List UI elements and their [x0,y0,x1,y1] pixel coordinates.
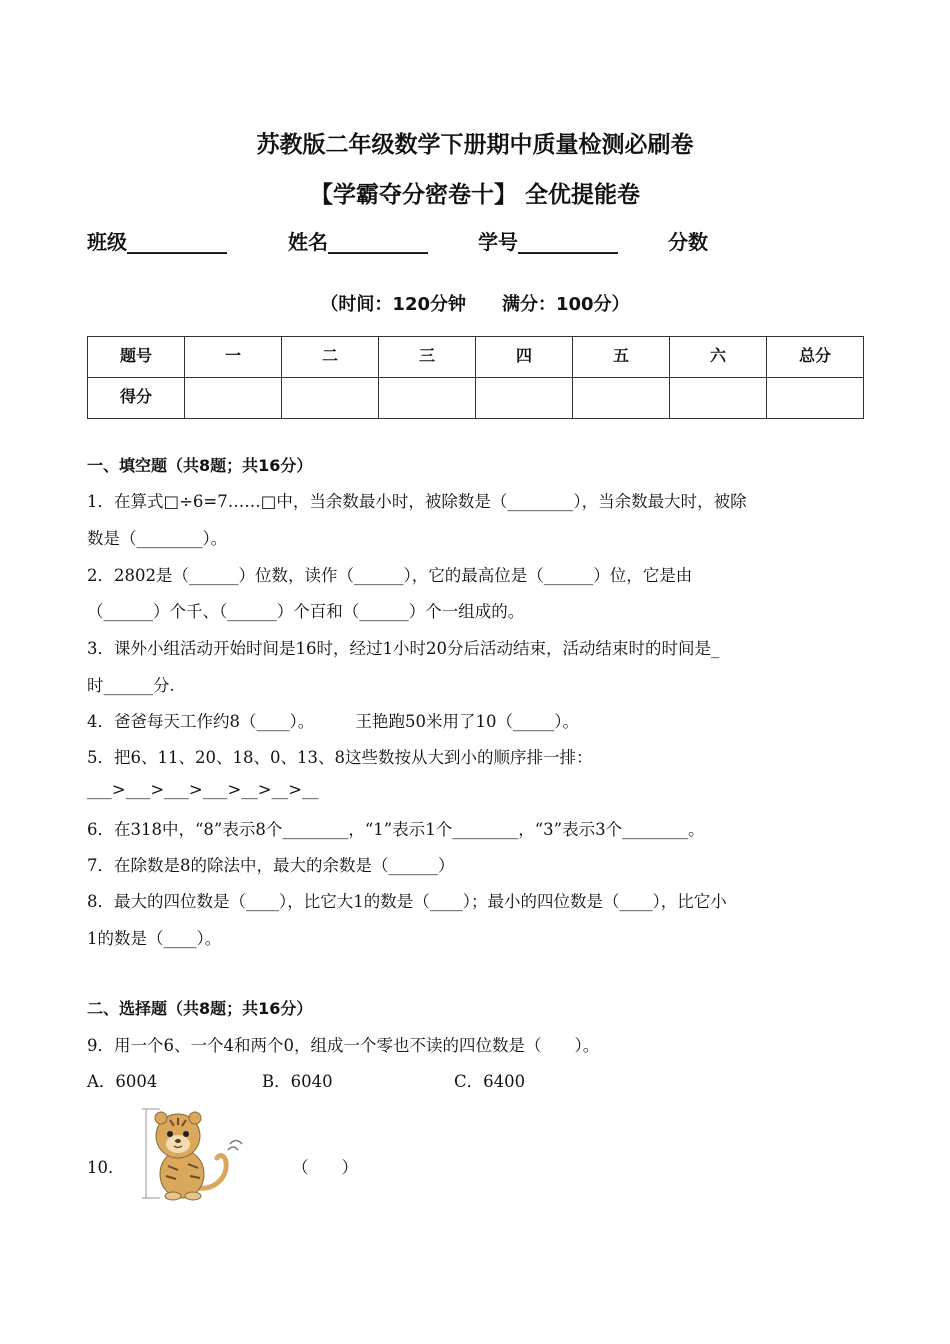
class-field: 班级__________ [87,230,227,254]
question-line: 时______分. [87,676,175,695]
question-line: 8．最大的四位数是（____），比它大1的数是（____）；最小的四位数是（____），比它小 [87,892,727,911]
score-table [87,336,864,419]
question-line: 3．课外小组活动开始时间是16时，经过1小时20分后活动结束，活动结束时的时间是_ [87,639,720,658]
score-cell[interactable] [282,378,379,419]
score-table-header-row [88,337,864,378]
header-cell: 三 [379,337,476,378]
question-line: ___>___>___>___>__>__>__ [87,780,319,799]
score-cell[interactable] [670,378,767,419]
option-c: C．6400 [454,1072,526,1091]
header-cell: 题号 [88,337,185,378]
score-cell[interactable] [379,378,476,419]
question-line: 9．用一个6、一个4和两个0，组成一个零也不读的四位数是（ ）。 [87,1036,600,1055]
score-cell[interactable] [476,378,573,419]
header-cell: 二 [282,337,379,378]
question-number: 10． [87,1158,125,1177]
time-info: （时间：120分钟 满分：100分） [320,294,630,315]
question-line: 6．在318中，“8”表示8个________，“1”表示1个________，“3”表示3个________。 [87,820,705,839]
header-cell: 总分 [767,337,864,378]
question-line: 1．在算式□÷6=7……□中，当余数最小时，被除数是（________），当余数最大时，被除 [87,492,747,511]
question-line: （______）个千、（______）个百和（______）个一组成的。 [87,602,525,621]
page-subtitle: 【学霸夺分密卷十】 全优提能卷 [309,182,640,208]
header-cell: 五 [573,337,670,378]
option-a: A．6004 [87,1072,158,1091]
header-cell: 一 [185,337,282,378]
answer-blank: （ ） [292,1158,358,1177]
question-line: 1的数是（____）。 [87,929,222,948]
student-id-field: 学号__________ [478,230,618,254]
score-table-score-row [88,378,864,419]
question-line: 数是（________）。 [87,529,228,548]
score-field: 分数 [668,230,708,254]
section-heading: 一、填空题（共8题；共16分） [87,456,313,475]
score-cell[interactable] [767,378,864,419]
option-b: B．6040 [262,1072,333,1091]
row-label-cell: 得分 [88,378,185,419]
page-title: 苏教版二年级数学下册期中质量检测必刷卷 [256,132,694,158]
score-cell[interactable] [573,378,670,419]
header-cell: 四 [476,337,573,378]
tiger-illustration [138,1106,250,1202]
header-cell: 六 [670,337,767,378]
question-line: 7．在除数是8的除法中，最大的余数是（______） [87,856,455,875]
name-field: 姓名__________ [288,230,428,254]
question-line: 2．2802是（______）位数，读作（______），它的最高位是（______）位，它是由 [87,566,693,585]
section-heading: 二、选择题（共8题；共16分） [87,999,313,1018]
question-line: 5．把6、11、20、18、0、13、8这些数按从大到小的顺序排一排： [87,748,593,767]
score-cell[interactable] [185,378,282,419]
question-line: 4．爸爸每天工作约8（____）。 王艳跑50米用了10（_____）。 [87,712,579,731]
